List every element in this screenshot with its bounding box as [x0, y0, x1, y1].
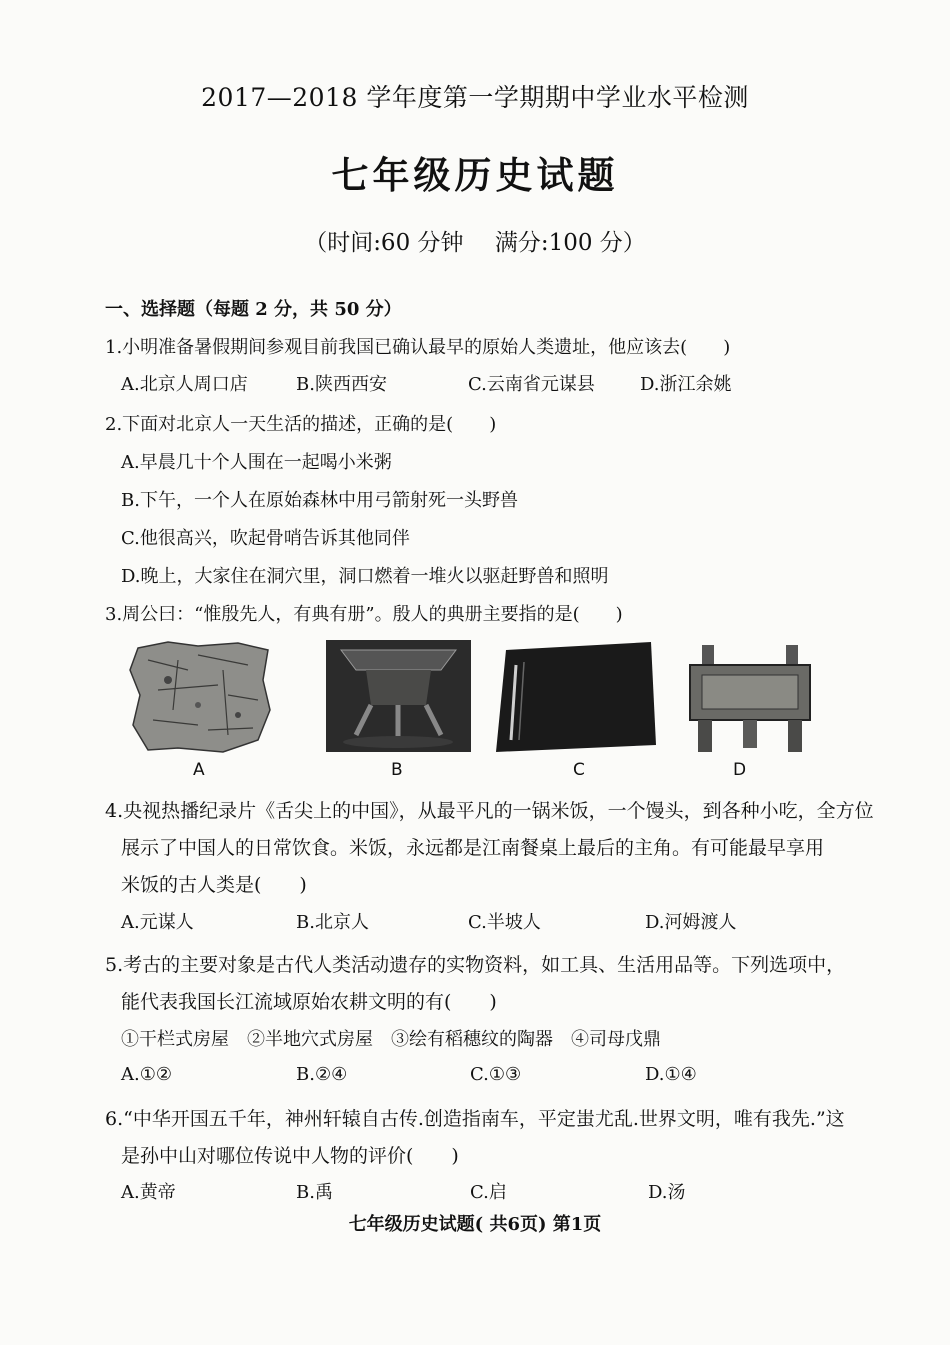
- question-1-option-b: B.陕西西安: [296, 374, 387, 395]
- question-4-option-c: C.半坡人: [468, 912, 541, 933]
- question-6-option-a: A.黄帝: [121, 1182, 176, 1203]
- question-4-stem-line-1: 4.央视热播纪录片《舌尖上的中国》，从最平凡的一锅米饭，一个馒头，到各种小吃，全方位: [105, 800, 874, 822]
- figure-label-a: A: [193, 760, 205, 780]
- question-2-option-d: D.晚上，大家住在洞穴里，洞口燃着一堆火以驱赶野兽和照明: [121, 566, 609, 587]
- exam-subtitle: 2017—2018 学年度第一学期期中学业水平检测: [201, 83, 749, 112]
- question-5-option-c: C.①③: [470, 1064, 522, 1085]
- question-5-stem-line-2: 能代表我国长江流域原始农耕文明的有( ): [121, 991, 497, 1013]
- question-4-option-d: D.河姆渡人: [645, 912, 737, 933]
- question-3-stem: 3.周公曰：“惟殷先人，有典有册”。殷人的典册主要指的是( ): [105, 604, 623, 625]
- exam-duration: （时间:60 分钟: [304, 230, 464, 256]
- oracle-bone-image: [128, 640, 273, 755]
- question-1-stem: 1.小明准备暑假期间参观目前我国已确认最早的原始人类遗址，他应该去( ): [105, 337, 731, 358]
- figure-label-c: C: [573, 760, 585, 780]
- question-6-option-d: D.汤: [648, 1182, 686, 1203]
- page-footer: 七年级历史试题( 共6页) 第1页: [348, 1214, 602, 1235]
- section-title: 一、选择题（每题 2 分，共 50 分）: [105, 299, 402, 320]
- figure-label-d: D: [733, 760, 747, 780]
- question-5-option-b: B.②④: [296, 1064, 348, 1085]
- question-1-option-d: D.浙江余姚: [640, 374, 732, 395]
- question-2-stem: 2.下面对北京人一天生活的描述，正确的是( ): [105, 414, 497, 435]
- figure-label-b: B: [391, 760, 403, 780]
- question-6-stem-line-1: 6.“中华开国五千年，神州轩辕自古传.创造指南车，平定蚩尤乱.世界文明，唯有我先.”这: [105, 1108, 845, 1130]
- question-6-stem-line-2: 是孙中山对哪位传说中人物的评价( ): [121, 1145, 459, 1167]
- question-5-stem-line-1: 5.考古的主要对象是古代人类活动遗存的实物资料，如工具、生活用品等。下列选项中，: [105, 954, 846, 976]
- question-5-option-a: A.①②: [121, 1064, 172, 1085]
- bronze-vessel-image: [326, 640, 471, 752]
- question-5-option-d: D.①④: [645, 1064, 697, 1085]
- exam-time-info: [0, 224, 950, 257]
- question-4-stem-line-3: 米饭的古人类是( ): [121, 874, 307, 896]
- question-6-option-b: B.禹: [296, 1182, 333, 1203]
- question-2-option-c: C.他很高兴，吹起骨哨告诉其他同伴: [121, 528, 410, 549]
- question-4-option-a: A.元谋人: [121, 912, 194, 933]
- exam-title: 七年级历史试题: [331, 153, 619, 197]
- question-4-stem-line-2: 展示了中国人的日常饮食。米饭，永远都是江南餐桌上最后的主角。有可能最早享用: [121, 837, 825, 859]
- bamboo-slip-image: [491, 640, 661, 752]
- question-1-option-c: C.云南省元谋县: [468, 374, 595, 395]
- question-5-statements: ①干栏式房屋 ②半地穴式房屋 ③绘有稻穗纹的陶器 ④司母戊鼎: [121, 1029, 661, 1050]
- question-4-option-b: B.北京人: [296, 912, 369, 933]
- exam-full-score: 满分:100 分）: [494, 230, 646, 256]
- question-2-option-a: A.早晨几十个人围在一起喝小米粥: [121, 452, 392, 473]
- question-1-option-a: A.北京人周口店: [121, 374, 248, 395]
- question-2-option-b: B.下午，一个人在原始森林中用弓箭射死一头野兽: [121, 490, 518, 511]
- question-6-option-c: C.启: [470, 1182, 507, 1203]
- bronze-ding-image: [680, 640, 820, 755]
